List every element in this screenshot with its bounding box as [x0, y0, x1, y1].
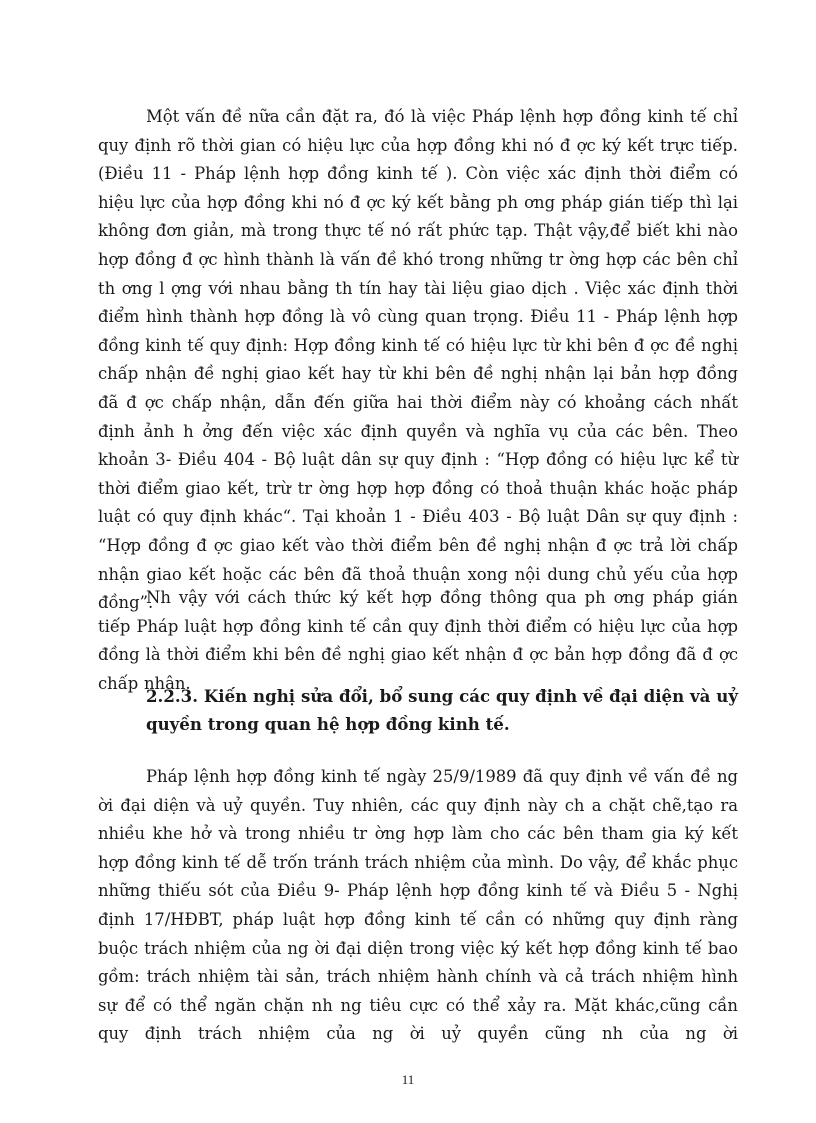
section-heading: [146, 682, 738, 738]
paragraph-1-text: Một vấn đề nữa cần đặt ra, đó là việc Pháp lệnh hợp đồng kinh tế chỉ quy định rõ thời gian có hiệu lực của hợp đồng khi nó đ ợc ký kết trực tiếp.(Điều 11 - Pháp lệnh hợp đồng kinh tế ). Còn việc xác định thời điểm có hiệu lực của hợp đồng khi nó đ ợc ký kết bằng ph ơng pháp gián tiếp thì lại không đơn giản, mà trong thực tế nó rất phức tạp. Thật vậy,để biết khi nào hợp đồng đ ợc hình thành là vấn đề khó trong những tr ờng hợp các bên chỉ th ơng l ợng với nhau bằng th tín hay tài liệu giao dịch . Việc xác định thời điểm hình thành hợp đồng là vô cùng quan trọng. Điều 11 - Pháp lệnh hợp đồng kinh tế quy định: Hợp đồng kinh tế có hiệu lực từ khi bên đ ợc đề nghị chấp nhận đề nghị giao kết hay từ khi bên đề nghị nhận lại bản hợp đồng đã đ ợc chấp nhận, dẫn đến giữa hai thời điểm này có khoảng cách nhất định ảnh h ởng đến việc xác định quyền và nghĩa vụ của các bên. Theo khoản 3- Điều 404 - Bộ luật dân sự quy định : “Hợp đồng có hiệu lực kể từ thời điểm giao kết, trừ tr ờng hợp hợp đồng có thoả thuận khác hoặc pháp luật có quy định khác“. Tại khoản 1 - Điều 403 - Bộ luật Dân sự quy định : “Hợp đồng đ ợc giao kết vào thời điểm bên đề nghị nhận đ ợc trả lời chấp nhận giao kết hoặc các bên đã thoả thuận xong nội dung chủ yếu của hợp đồng”.: [98, 107, 738, 613]
paragraph-3-text: Pháp lệnh hợp đồng kinh tế ngày 25/9/1989 đã quy định về vấn đề ng ời đại diện và uỷ quyền. Tuy nhiên, các quy định này ch a chặt chẽ,tạo ra nhiều khe hở và trong nhiều tr ờng hợp làm cho các bên tham gia ký kết hợp đồng kinh tế dễ trốn tránh trách nhiệm của mình. Do vậy, để khắc phục những thiếu sót của Điều 9- Pháp lệnh hợp đồng kinh tế và Điều 5 - Nghị định 17/HĐBT, pháp luật hợp đồng kinh tế cần có những quy định ràng buộc trách nhiệm của ng ời đại diện trong việc ký kết hợp đồng kinh tế bao gồm: trách nhiệm tài sản, trách nhiệm hành chính và cả trách nhiệm hình sự để có thể ngăn chặn nh ng tiêu cực có thể xảy ra. Mặt khác,cũng cần quy định trách nhiệm của ng ời uỷ quyền cũng nh của ng ời: [98, 767, 738, 1044]
paragraph-3: [98, 763, 738, 1049]
section-heading-text: 2.2.3. Kiến nghị sửa đổi, bổ sung các quy định về đại diện và uỷ quyền trong quan hệ hợp đồng kinh tế.: [146, 686, 738, 734]
page-number: 11: [401, 1072, 415, 1087]
paragraph-2-text: Nh vậy với cách thức ký kết hợp đồng thông qua ph ơng pháp gián tiếp Pháp luật hợp đồng kinh tế cần quy định thời điểm có hiệu lực của hợp đồng là thời điểm khi bên đề nghị giao kết nhận đ ợc bản hợp đồng đã đ ợc chấp nhận.: [98, 588, 738, 693]
paragraph-1: [98, 103, 738, 618]
